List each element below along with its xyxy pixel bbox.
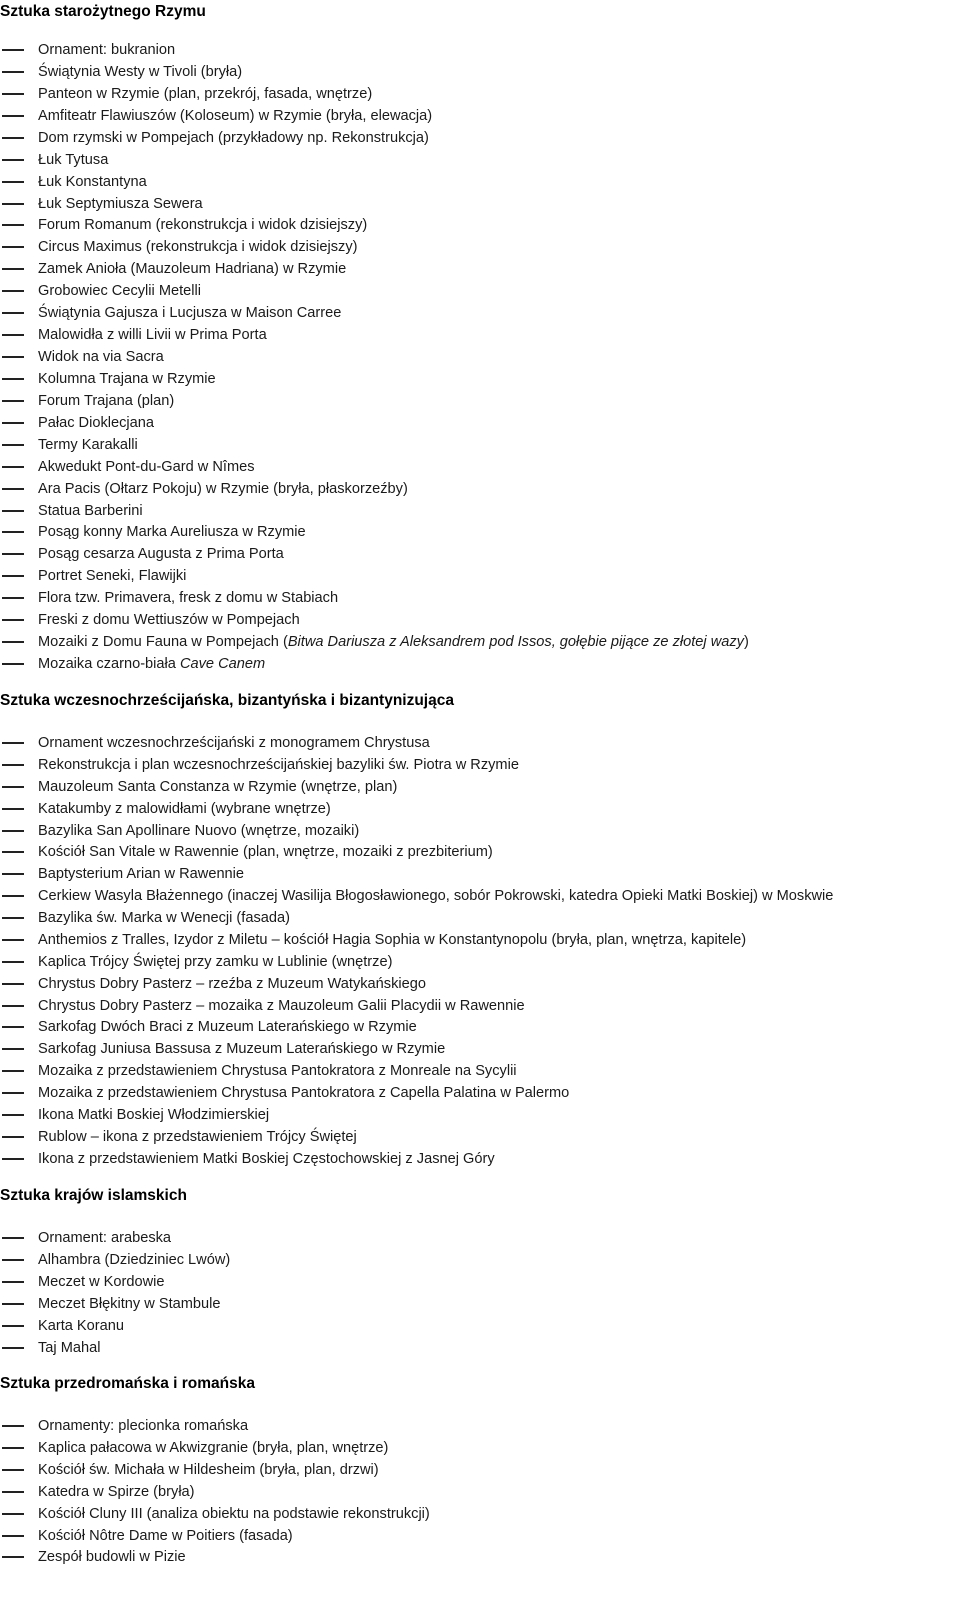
list-item bbox=[0, 732, 960, 754]
list-item-text bbox=[38, 236, 358, 258]
text-run: Kaplica pałacowa w Akwizgranie (bryła, plan, wnętrze) bbox=[38, 1440, 389, 1456]
list-item-text bbox=[38, 973, 426, 995]
text-run: Ikona z przedstawieniem Matki Boskiej Częstochowskiej z Jasnej Góry bbox=[38, 1151, 495, 1167]
list-item-text bbox=[38, 302, 341, 324]
list-item bbox=[0, 1337, 960, 1359]
dash-bullet-icon bbox=[2, 1513, 24, 1515]
section-title: Sztuka wczesnochrześcijańska, bizantyńska i bizantynizująca bbox=[0, 692, 454, 709]
dash-bullet-icon bbox=[2, 1237, 24, 1239]
list-item-text bbox=[38, 521, 306, 543]
list-item bbox=[0, 1126, 960, 1148]
list-item bbox=[0, 280, 960, 302]
list-item bbox=[0, 1293, 960, 1315]
dash-bullet-icon bbox=[2, 1325, 24, 1327]
list-item-text bbox=[38, 105, 432, 127]
section-title: Sztuka przedromańska i romańska bbox=[0, 1375, 255, 1392]
list-item bbox=[0, 500, 960, 522]
text-run: Amfiteatr Flawiuszów (Koloseum) w Rzymie (bryła, elewacja) bbox=[38, 108, 433, 124]
list-item-text bbox=[38, 1503, 430, 1525]
list-item-text bbox=[38, 653, 265, 675]
dash-bullet-icon bbox=[2, 575, 24, 577]
list-item-text bbox=[38, 1060, 517, 1082]
list-item-text bbox=[38, 841, 493, 863]
dash-bullet-icon bbox=[2, 1303, 24, 1305]
text-run: Ornament: arabeska bbox=[38, 1230, 172, 1246]
dash-bullet-icon bbox=[2, 641, 24, 643]
text-run: Kościół San Vitale w Rawennie (plan, wnętrze, mozaiki z prezbiterium) bbox=[38, 844, 493, 860]
text-run: Mozaiki z Domu Fauna w Pompejach ( bbox=[38, 634, 288, 650]
text-run: Mozaika z przedstawieniem Chrystusa Pantokratora z Monreale na Sycylii bbox=[38, 1063, 517, 1079]
text-run: Meczet w Kordowie bbox=[38, 1274, 165, 1290]
list-item bbox=[0, 995, 960, 1017]
dash-bullet-icon bbox=[2, 1070, 24, 1072]
text-run: Kościół Cluny III (analiza obiektu na podstawie rekonstrukcji) bbox=[38, 1506, 430, 1522]
list-item-text bbox=[38, 995, 525, 1017]
text-run: Kaplica Trójcy Świętej przy zamku w Lublinie (wnętrze) bbox=[38, 954, 393, 970]
list-item bbox=[0, 631, 960, 653]
text-run: Portret Seneki, Flawijki bbox=[38, 568, 187, 584]
list-item-text bbox=[38, 149, 108, 171]
dash-bullet-icon bbox=[2, 312, 24, 314]
list-item bbox=[0, 929, 960, 951]
text-run: Świątynia Gajusza i Lucjusza w Maison Carree bbox=[38, 305, 342, 321]
list-item-text bbox=[38, 820, 359, 842]
dash-bullet-icon bbox=[2, 1535, 24, 1537]
list-item-text bbox=[38, 1148, 495, 1170]
text-run: Posąg cesarza Augusta z Prima Porta bbox=[38, 546, 284, 562]
text-run: Pałac Dioklecjana bbox=[38, 415, 155, 431]
dash-bullet-icon bbox=[2, 290, 24, 292]
list-item bbox=[0, 565, 960, 587]
italic-text-run: Bitwa Dariusza z Aleksandrem pod Issos, gołębie pijące ze złotej wazy bbox=[287, 634, 744, 650]
text-run: Sarkofag Dwóch Braci z Muzeum Laterańskiego w Rzymie bbox=[38, 1019, 417, 1035]
list-item-text bbox=[38, 1082, 569, 1104]
list-item bbox=[0, 776, 960, 798]
list-item-text bbox=[38, 368, 216, 390]
list-item bbox=[0, 412, 960, 434]
dash-bullet-icon bbox=[2, 1158, 24, 1160]
dash-bullet-icon bbox=[2, 1114, 24, 1116]
text-run: Kościół św. Michała w Hildesheim (bryła, plan, drzwi) bbox=[38, 1462, 379, 1478]
text-run: Kolumna Trajana w Rzymie bbox=[38, 371, 216, 387]
list-item-text bbox=[38, 1227, 171, 1249]
list-item-text bbox=[38, 171, 147, 193]
text-run: Łuk Tytusa bbox=[38, 152, 109, 168]
dash-bullet-icon bbox=[2, 764, 24, 766]
list-item bbox=[0, 127, 960, 149]
text-run: Mozaika z przedstawieniem Chrystusa Pantokratora z Capella Palatina w Palermo bbox=[38, 1085, 570, 1101]
list-item bbox=[0, 1038, 960, 1060]
dash-bullet-icon bbox=[2, 378, 24, 380]
list-item-text bbox=[38, 885, 833, 907]
text-run: Forum Trajana (plan) bbox=[38, 393, 175, 409]
list-item bbox=[0, 214, 960, 236]
dash-bullet-icon bbox=[2, 1447, 24, 1449]
dash-bullet-icon bbox=[2, 400, 24, 402]
list-item-text bbox=[38, 478, 408, 500]
list-item-text bbox=[38, 1126, 357, 1148]
text-run: Mozaika czarno-biała bbox=[38, 656, 180, 672]
list-item-text bbox=[38, 1337, 100, 1359]
text-run: Grobowiec Cecylii Metelli bbox=[38, 283, 202, 299]
list-item bbox=[0, 1415, 960, 1437]
dash-bullet-icon bbox=[2, 983, 24, 985]
text-run: Panteon w Rzymie (plan, przekrój, fasada, wnętrze) bbox=[38, 86, 373, 102]
text-run: ) bbox=[743, 634, 749, 650]
list-item-text bbox=[38, 1525, 293, 1547]
list-item bbox=[0, 368, 960, 390]
dash-bullet-icon bbox=[2, 597, 24, 599]
list-item bbox=[0, 1104, 960, 1126]
text-run: Taj Mahal bbox=[38, 1340, 101, 1356]
dash-bullet-icon bbox=[2, 159, 24, 161]
text-run: Chrystus Dobry Pasterz – mozaika z Mauzoleum Galii Placydii w Rawennie bbox=[38, 998, 525, 1014]
text-run: Katakumby z malowidłami (wybrane wnętrze) bbox=[38, 801, 331, 817]
list-item bbox=[0, 1148, 960, 1170]
text-run: Rekonstrukcja i plan wczesnochrześcijańskiej bazyliki św. Piotra w Rzymie bbox=[38, 757, 519, 773]
text-run: Łuk Septymiusza Sewera bbox=[38, 196, 203, 212]
list-item-text bbox=[38, 1016, 417, 1038]
list-item-text bbox=[38, 390, 174, 412]
list-item-text bbox=[38, 500, 143, 522]
list-item bbox=[0, 193, 960, 215]
dash-bullet-icon bbox=[2, 1026, 24, 1028]
text-run: Łuk Konstantyna bbox=[38, 174, 147, 190]
section-title: Sztuka starożytnego Rzymu bbox=[0, 3, 206, 20]
italic-text-run: Cave Canem bbox=[179, 656, 266, 672]
list-item-text bbox=[38, 1481, 195, 1503]
text-run: Ornamenty: plecionka romańska bbox=[38, 1418, 249, 1434]
text-run: Flora tzw. Primavera, fresk z domu w Stabiach bbox=[38, 590, 339, 606]
list-item-text bbox=[38, 412, 154, 434]
text-run: Meczet Błękitny w Stambule bbox=[38, 1296, 221, 1312]
list-item bbox=[0, 346, 960, 368]
text-run: Malowidła z willi Livii w Prima Porta bbox=[38, 327, 267, 343]
list-item bbox=[0, 798, 960, 820]
dash-bullet-icon bbox=[2, 553, 24, 555]
list-item bbox=[0, 1016, 960, 1038]
dash-bullet-icon bbox=[2, 873, 24, 875]
dash-bullet-icon bbox=[2, 917, 24, 919]
list-item bbox=[0, 951, 960, 973]
list-item-text bbox=[38, 587, 338, 609]
section-title: Sztuka krajów islamskich bbox=[0, 1187, 187, 1204]
list-item-text bbox=[38, 346, 164, 368]
list-item bbox=[0, 1082, 960, 1104]
list-item bbox=[0, 236, 960, 258]
dash-bullet-icon bbox=[2, 830, 24, 832]
dash-bullet-icon bbox=[2, 137, 24, 139]
list-item-text bbox=[38, 609, 300, 631]
list-item-text bbox=[38, 456, 255, 478]
text-run: Widok na via Sacra bbox=[38, 349, 164, 365]
dash-bullet-icon bbox=[2, 444, 24, 446]
list-item-text bbox=[38, 929, 746, 951]
list-item bbox=[0, 171, 960, 193]
dash-bullet-icon bbox=[2, 224, 24, 226]
dash-bullet-icon bbox=[2, 1048, 24, 1050]
list-item-text bbox=[38, 83, 372, 105]
text-run: Mauzoleum Santa Constanza w Rzymie (wnętrze, plan) bbox=[38, 779, 398, 795]
list-item-text bbox=[38, 754, 519, 776]
text-run: Bazylika św. Marka w Wenecji (fasada) bbox=[38, 910, 290, 926]
list-item-text bbox=[38, 565, 186, 587]
text-run: Alhambra (Dziedziniec Lwów) bbox=[38, 1252, 231, 1268]
dash-bullet-icon bbox=[2, 1136, 24, 1138]
list-item-text bbox=[38, 863, 244, 885]
dash-bullet-icon bbox=[2, 895, 24, 897]
text-run: Anthemios z Tralles, Izydor z Miletu – kościół Hagia Sophia w Konstantynopolu (bryła, plan, wnętrza, kapitele) bbox=[38, 932, 747, 948]
list-item bbox=[0, 885, 960, 907]
text-run: Chrystus Dobry Pasterz – rzeźba z Muzeum Watykańskiego bbox=[38, 976, 426, 992]
list-item bbox=[0, 434, 960, 456]
list-item-text bbox=[38, 631, 749, 653]
dash-bullet-icon bbox=[2, 422, 24, 424]
list-item bbox=[0, 456, 960, 478]
list-item bbox=[0, 390, 960, 412]
list-item bbox=[0, 754, 960, 776]
text-run: Ara Pacis (Ołtarz Pokoju) w Rzymie (bryła, płaskorzeźby) bbox=[38, 481, 408, 497]
dash-bullet-icon bbox=[2, 939, 24, 941]
text-run: Cerkiew Wasyla Błażennego (inaczej Wasilija Błogosławionego, sobór Pokrowski, katedra Opieki Matki Boskiej) w Moskwie bbox=[38, 888, 834, 904]
list-item-text bbox=[38, 39, 175, 61]
dash-bullet-icon bbox=[2, 1347, 24, 1349]
list-item bbox=[0, 1525, 960, 1547]
list-item bbox=[0, 39, 960, 61]
list-item bbox=[0, 324, 960, 346]
list-item bbox=[0, 841, 960, 863]
text-run: Zamek Anioła (Mauzoleum Hadriana) w Rzymie bbox=[38, 261, 347, 277]
dash-bullet-icon bbox=[2, 466, 24, 468]
list-item-text bbox=[38, 214, 367, 236]
text-run: Dom rzymski w Pompejach (przykładowy np. Rekonstrukcja) bbox=[38, 130, 429, 146]
list-item bbox=[0, 973, 960, 995]
dash-bullet-icon bbox=[2, 619, 24, 621]
list-item bbox=[0, 587, 960, 609]
dash-bullet-icon bbox=[2, 786, 24, 788]
list-item bbox=[0, 543, 960, 565]
dash-bullet-icon bbox=[2, 808, 24, 810]
list-item bbox=[0, 1315, 960, 1337]
dash-bullet-icon bbox=[2, 1281, 24, 1283]
text-run: Kościół Nôtre Dame w Poitiers (fasada) bbox=[38, 1528, 293, 1544]
list-item-text bbox=[38, 1038, 445, 1060]
list-item-text bbox=[38, 1546, 186, 1568]
text-run: Zespół budowli w Pizie bbox=[38, 1549, 186, 1565]
list-item bbox=[0, 820, 960, 842]
list-item-text bbox=[38, 543, 284, 565]
dash-bullet-icon bbox=[2, 93, 24, 95]
dash-bullet-icon bbox=[2, 488, 24, 490]
text-run: Katedra w Spirze (bryła) bbox=[38, 1484, 195, 1500]
list-item bbox=[0, 1249, 960, 1271]
dash-bullet-icon bbox=[2, 181, 24, 183]
list-item bbox=[0, 863, 960, 885]
text-run: Posąg konny Marka Aureliusza w Rzymie bbox=[38, 524, 306, 540]
list-item bbox=[0, 907, 960, 929]
list-item bbox=[0, 609, 960, 631]
list-item-text bbox=[38, 1293, 221, 1315]
list-item bbox=[0, 478, 960, 500]
dash-bullet-icon bbox=[2, 742, 24, 744]
dash-bullet-icon bbox=[2, 356, 24, 358]
dash-bullet-icon bbox=[2, 663, 24, 665]
list-item bbox=[0, 1271, 960, 1293]
list-item-text bbox=[38, 324, 267, 346]
dash-bullet-icon bbox=[2, 1469, 24, 1471]
list-item-text bbox=[38, 258, 346, 280]
list-item bbox=[0, 1503, 960, 1525]
list-item bbox=[0, 149, 960, 171]
list-item-text bbox=[38, 776, 397, 798]
dash-bullet-icon bbox=[2, 851, 24, 853]
dash-bullet-icon bbox=[2, 1491, 24, 1493]
list-item bbox=[0, 1437, 960, 1459]
list-item bbox=[0, 1227, 960, 1249]
text-run: Bazylika San Apollinare Nuovo (wnętrze, mozaiki) bbox=[38, 823, 360, 839]
list-item bbox=[0, 521, 960, 543]
text-run: Akwedukt Pont-du-Gard w Nîmes bbox=[38, 459, 255, 475]
list-item-text bbox=[38, 1437, 388, 1459]
list-item-text bbox=[38, 798, 331, 820]
text-run: Circus Maximus (rekonstrukcja i widok dzisiejszy) bbox=[38, 239, 358, 255]
list-item-text bbox=[38, 1315, 124, 1337]
list-item-text bbox=[38, 127, 429, 149]
dash-bullet-icon bbox=[2, 203, 24, 205]
text-run: Sarkofag Juniusa Bassusa z Muzeum Laterańskiego w Rzymie bbox=[38, 1041, 446, 1057]
list-item bbox=[0, 83, 960, 105]
list-item-text bbox=[38, 951, 392, 973]
dash-bullet-icon bbox=[2, 334, 24, 336]
dash-bullet-icon bbox=[2, 268, 24, 270]
dash-bullet-icon bbox=[2, 1005, 24, 1007]
text-run: Ornament wczesnochrześcijański z monogramem Chrystusa bbox=[38, 735, 430, 751]
list-item bbox=[0, 653, 960, 675]
list-item bbox=[0, 302, 960, 324]
list-item bbox=[0, 1481, 960, 1503]
list-item-text bbox=[38, 907, 290, 929]
list-item bbox=[0, 1060, 960, 1082]
text-run: Karta Koranu bbox=[38, 1318, 124, 1334]
dash-bullet-icon bbox=[2, 115, 24, 117]
dash-bullet-icon bbox=[2, 1556, 24, 1558]
list-item-text bbox=[38, 1415, 248, 1437]
text-run: Freski z domu Wettiuszów w Pompejach bbox=[38, 612, 300, 628]
list-item bbox=[0, 258, 960, 280]
dash-bullet-icon bbox=[2, 510, 24, 512]
text-run: Statua Barberini bbox=[38, 503, 143, 519]
text-run: Forum Romanum (rekonstrukcja i widok dzisiejszy) bbox=[38, 217, 368, 233]
list-item bbox=[0, 1459, 960, 1481]
dash-bullet-icon bbox=[2, 49, 24, 51]
list-item-text bbox=[38, 61, 242, 83]
list-item bbox=[0, 61, 960, 83]
list-item bbox=[0, 105, 960, 127]
dash-bullet-icon bbox=[2, 1092, 24, 1094]
dash-bullet-icon bbox=[2, 1425, 24, 1427]
dash-bullet-icon bbox=[2, 531, 24, 533]
dash-bullet-icon bbox=[2, 71, 24, 73]
list-item-text bbox=[38, 1271, 165, 1293]
text-run: Baptysterium Arian w Rawennie bbox=[38, 866, 245, 882]
text-run: Świątynia Westy w Tivoli (bryła) bbox=[38, 64, 243, 80]
dash-bullet-icon bbox=[2, 246, 24, 248]
list-item-text bbox=[38, 1249, 230, 1271]
list-item-text bbox=[38, 1459, 379, 1481]
text-run: Rublow – ikona z przedstawieniem Trójcy Świętej bbox=[38, 1129, 357, 1145]
dash-bullet-icon bbox=[2, 1259, 24, 1261]
text-run: Ornament: bukranion bbox=[38, 42, 176, 58]
list-item-text bbox=[38, 280, 201, 302]
list-item-text bbox=[38, 732, 430, 754]
list-item-text bbox=[38, 193, 203, 215]
dash-bullet-icon bbox=[2, 961, 24, 963]
text-run: Termy Karakalli bbox=[38, 437, 138, 453]
list-item-text bbox=[38, 434, 138, 456]
text-run: Ikona Matki Boskiej Włodzimierskiej bbox=[38, 1107, 270, 1123]
list-item bbox=[0, 1546, 960, 1568]
list-item-text bbox=[38, 1104, 269, 1126]
